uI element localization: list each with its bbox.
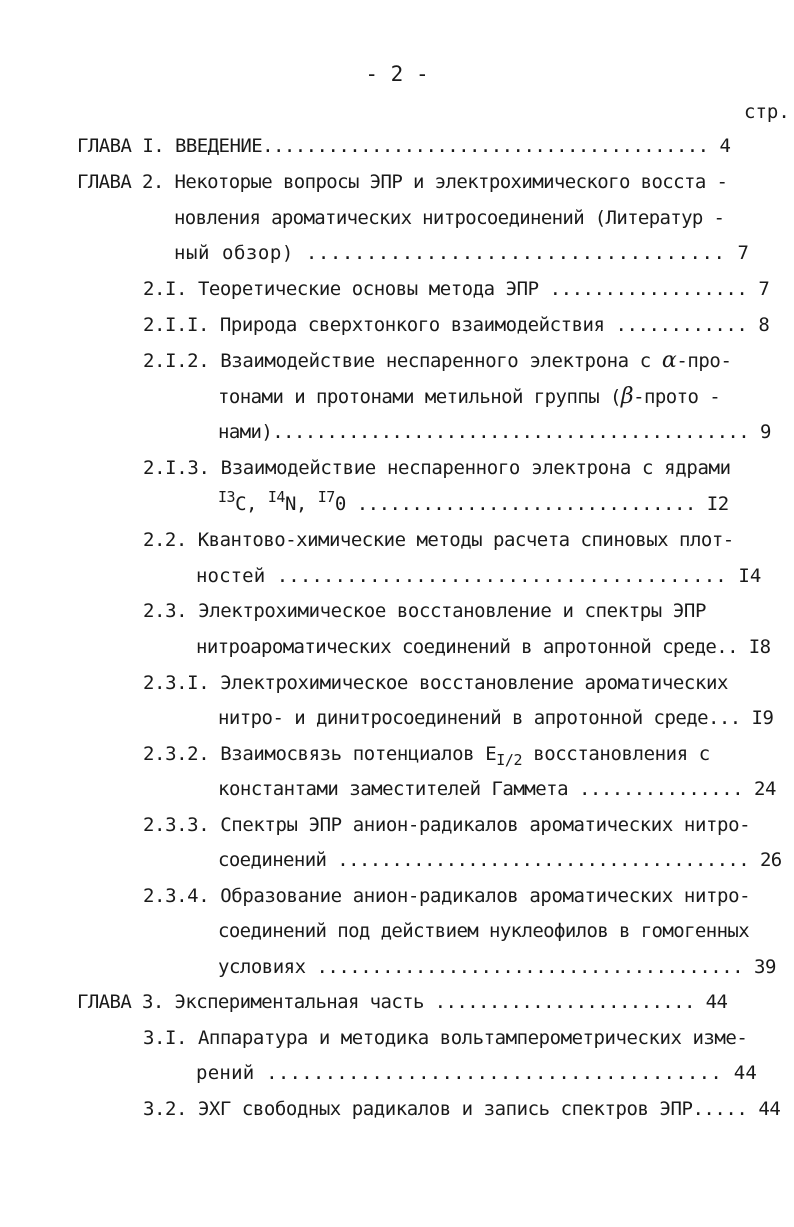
- isotope-element: C,: [235, 493, 268, 515]
- toc-entry-2-1-3-line-1: 2.I.3. Взаимодействие неспаренного электрона с ядрами: [143, 457, 731, 479]
- toc-entry-2-3-4-line-2: соединений под действием нуклеофилов в гомогенных: [218, 920, 750, 942]
- text-segment: -про-: [676, 350, 732, 372]
- toc-entry-2-3-3-line-1: 2.3.3. Спектры ЭПР анион-радикалов ароматических нитро-: [143, 814, 751, 836]
- toc-entry-chapter-1: ГЛАВА I. ВВЕДЕНИЕ......................................... 4: [77, 135, 731, 157]
- text-segment: восстановления с: [522, 743, 710, 765]
- toc-entry-2-3-3-line-2: соединений ...................................... 26: [218, 849, 782, 871]
- toc-entry-2-3-1-line-1: 2.3.I. Электрохимическое восстановление ароматических: [143, 672, 729, 694]
- toc-entry-2-2-line-1: 2.2. Квантово-химические методы расчета спиновых плот-: [143, 529, 734, 551]
- toc-entry-chapter-2-line-2: новления ароматических нитросоединений (Литератур -: [174, 207, 725, 229]
- text-segment: тонами и протонами метильной группы (: [218, 386, 621, 408]
- isotope-mass: I4: [267, 488, 285, 506]
- beta-symbol: β: [620, 384, 634, 409]
- toc-entry-3-1-line-1: 3.I. Аппаратура и методика вольтамперометрических изме-: [143, 1027, 748, 1049]
- toc-entry-chapter-3: ГЛАВА 3. Экспериментальная часть ........................ 44: [77, 991, 728, 1013]
- toc-entry-3-1-line-2: рений ....................................... 44: [196, 1062, 758, 1084]
- toc-entry-2-1-1: 2.I.I. Природа сверхтонкого взаимодействия ............ 8: [143, 314, 770, 336]
- toc-entry-2-3-4-line-1: 2.3.4. Образование анион-радикалов ароматических нитро-: [143, 885, 751, 907]
- toc-entry-2-2-line-2: ностей ....................................... I4: [196, 565, 762, 587]
- text-segment: ............................... I2: [356, 493, 729, 515]
- text-segment: 2.I.2. Взаимодействие неспаренного электрона с: [143, 350, 662, 372]
- toc-entry-2-1-2-line-1: [143, 349, 732, 373]
- toc-entry-2-3-4-line-3: условиях ....................................... 39: [218, 956, 776, 978]
- page-number: - 2 -: [365, 62, 429, 86]
- text-segment: 2.3.2. Взаимосвязь потенциалов E: [143, 743, 497, 765]
- toc-entry-2-1-3-line-2: [218, 488, 729, 517]
- toc-entry-2-3-1-line-2: нитро- и динитросоединений в апротонной среде... I9: [218, 707, 774, 729]
- isotope-mass: I3: [218, 488, 236, 506]
- page-column-header: стр.: [744, 101, 790, 123]
- toc-entry-2-3-2-line-2: константами заместителей Гаммета ............... 24: [218, 778, 776, 800]
- potential-subscript: I/2: [496, 751, 523, 769]
- isotope-element: 0: [334, 493, 357, 515]
- toc-entry-3-2: 3.2. ЭХГ свободных радикалов и запись спектров ЭПР..... 44: [143, 1098, 781, 1120]
- toc-entry-2-1: 2.I. Теоретические основы метода ЭПР .................. 7: [143, 278, 770, 300]
- isotope-mass: I7: [317, 488, 335, 506]
- alpha-symbol: α: [661, 348, 677, 373]
- toc-entry-2-3-2-line-1: [143, 742, 710, 767]
- toc-entry-2-1-2-line-2: [218, 385, 720, 409]
- toc-entry-2-1-2-line-3: нами)............................................ 9: [218, 421, 771, 443]
- toc-entry-2-3-line-2: нитроароматических соединений в апротонной среде.. I8: [196, 636, 771, 658]
- toc-entry-2-3-line-1: 2.3. Электрохимическое восстановление и спектры ЭПР: [143, 600, 706, 622]
- text-segment: -прото -: [633, 386, 721, 408]
- toc-entry-chapter-2-line-3: ный обзор) ................................... 7: [174, 242, 750, 264]
- isotope-element: N,: [284, 493, 318, 515]
- toc-entry-chapter-2-line-1: ГЛАВА 2. Некоторые вопросы ЭПР и электрохимического восста -: [77, 171, 728, 193]
